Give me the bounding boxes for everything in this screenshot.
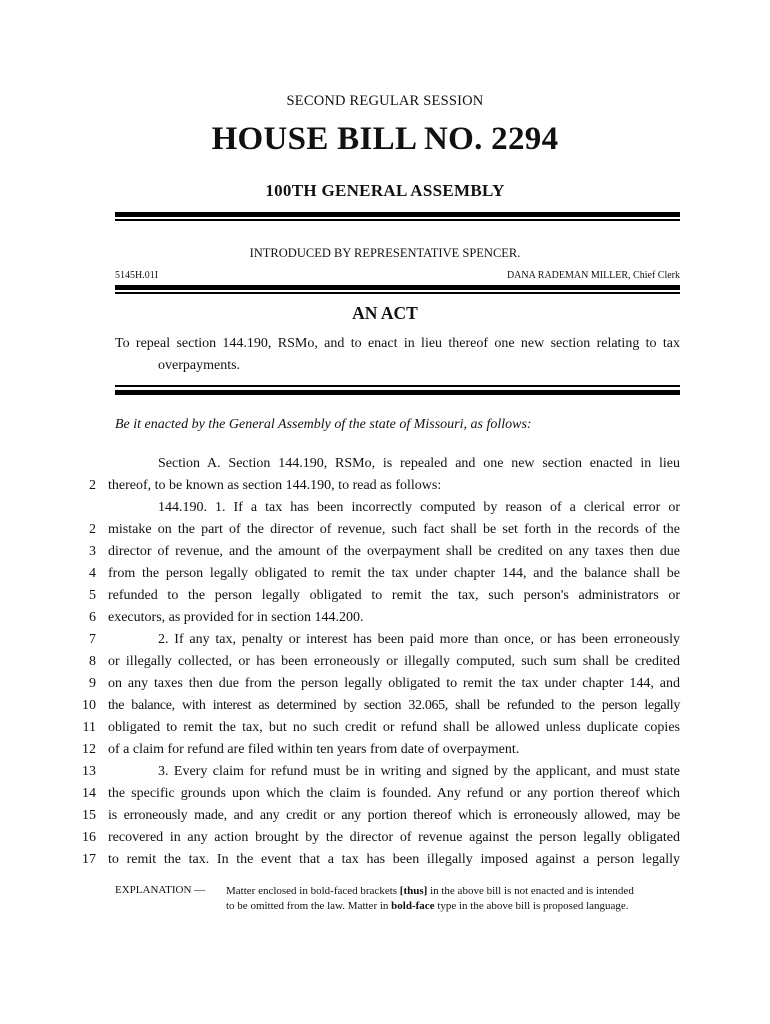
- bill-line: [0, 849, 770, 871]
- introduced-by: INTRODUCED BY REPRESENTATIVE SPENCER.: [249, 246, 521, 260]
- line-text: obligated to remit the tax, but no such credit or refund shall be allowed unless duplicate copies: [108, 720, 680, 735]
- line-text: recovered in any action brought by the director of revenue against the person legally obligated: [108, 830, 680, 845]
- line-text: mistake on the part of the director of revenue, such fact shall be set forth in the records of the: [108, 522, 680, 537]
- line-number: 2: [89, 478, 96, 493]
- explanation-bold-segment: bold-face: [391, 900, 435, 912]
- line-text: Section A. Section 144.190, RSMo, is repealed and one new section enacted in lieu: [158, 456, 680, 471]
- bill-line: [0, 673, 770, 695]
- divider-rule: [115, 212, 680, 217]
- line-number: 17: [82, 852, 96, 867]
- line-number: 9: [89, 676, 96, 691]
- bill-line: [0, 453, 770, 475]
- line-number: 10: [82, 698, 96, 713]
- explanation-label: EXPLANATION —: [115, 884, 206, 896]
- line-text: refunded to the person legally obligated to remit the tax, such person's administrators or: [108, 588, 680, 603]
- bill-line: [0, 651, 770, 673]
- session-label: SECOND REGULAR SESSION: [286, 93, 484, 109]
- bill-line: [0, 585, 770, 607]
- line-text: or illegally collected, or has been erroneously or illegally computed, such sum shall be credited: [108, 654, 680, 669]
- line-text: the specific grounds upon which the claim is founded. Any refund or any portion thereof which: [108, 786, 680, 801]
- bill-line: [0, 607, 770, 629]
- line-number: 4: [89, 566, 96, 581]
- line-number: 7: [89, 632, 96, 647]
- bill-line: [0, 805, 770, 827]
- explanation-text: [226, 884, 681, 914]
- explanation-segment: Matter enclosed in bold-faced brackets: [226, 885, 400, 897]
- line-number: 3: [89, 544, 96, 559]
- divider-rule: [115, 219, 680, 221]
- chief-clerk: DANA RADEMAN MILLER, Chief Clerk: [506, 270, 680, 281]
- explanation-bold-segment: [thus]: [399, 885, 428, 897]
- bill-line: [0, 541, 770, 563]
- explanation-segment: to be omitted from the law. Matter in: [226, 900, 392, 912]
- explanation-segment: type in the above bill is proposed language.: [434, 900, 629, 912]
- line-text: from the person legally obligated to remit the tax under chapter 144, and the balance shall be: [108, 566, 680, 581]
- act-title-line: To repeal section 144.190, RSMo, and to enact in lieu thereof one new section relating to tax: [115, 336, 680, 351]
- bill-body: [0, 453, 770, 871]
- bill-number: HOUSE BILL NO. 2294: [211, 121, 559, 157]
- line-number: 13: [82, 764, 96, 779]
- explanation-segment: in the above bill is not enacted and is intended: [427, 885, 634, 897]
- line-number: 2: [89, 522, 96, 537]
- line-text: director of revenue, and the amount of the overpayment shall be credited on any taxes then due: [108, 544, 680, 559]
- bill-line: [0, 629, 770, 651]
- act-heading: AN ACT: [352, 303, 418, 323]
- line-number: 14: [82, 786, 96, 801]
- line-text: of a claim for refund are filed within ten years from date of overpayment.: [108, 742, 520, 757]
- bill-line: [0, 827, 770, 849]
- line-number: 5: [89, 588, 96, 603]
- enacting-clause: Be it enacted by the General Assembly of the state of Missouri, as follows:: [115, 417, 532, 432]
- line-number: 8: [89, 654, 96, 669]
- line-text: 144.190. 1. If a tax has been incorrectly computed by reason of a clerical error or: [158, 500, 680, 515]
- line-text: executors, as provided for in section 144.200.: [108, 610, 364, 625]
- act-title-line: overpayments.: [158, 358, 241, 373]
- divider-rule: [115, 292, 680, 294]
- bill-line: [0, 717, 770, 739]
- general-assembly: 100TH GENERAL ASSEMBLY: [265, 181, 505, 200]
- line-text: on any taxes then due from the person legally obligated to remit the tax under chapter 144, and: [108, 676, 680, 691]
- bill-line: [0, 497, 770, 519]
- line-number: 12: [82, 742, 96, 757]
- divider-rule: [115, 285, 680, 290]
- line-number: 6: [89, 610, 96, 625]
- line-text: 3. Every claim for refund must be in writing and signed by the applicant, and must state: [158, 764, 680, 779]
- line-text: is erroneously made, and any credit or any portion thereof which is erroneously allowed, may be: [108, 808, 680, 823]
- bill-line: [0, 519, 770, 541]
- act-title: [115, 333, 680, 377]
- line-number: 16: [82, 830, 96, 845]
- line-text: 2. If any tax, penalty or interest has been paid more than once, or has been erroneously: [158, 632, 680, 647]
- line-text: the balance, with interest as determined by section 32.065, shall be refunded to the person legally: [108, 698, 680, 713]
- explanation-line: [226, 884, 681, 899]
- divider-rule: [115, 385, 680, 387]
- line-text: to remit the tax. In the event that a tax has been illegally imposed against a person legally: [108, 852, 680, 867]
- lr-number: 5145H.01I: [115, 270, 159, 281]
- bill-line: [0, 739, 770, 761]
- divider-rule: [115, 390, 680, 395]
- bill-line: [0, 563, 770, 585]
- bill-line: [0, 475, 770, 497]
- line-number: 15: [82, 808, 96, 823]
- bill-line: [0, 695, 770, 717]
- bill-line: [0, 783, 770, 805]
- explanation-line: [226, 899, 681, 914]
- bill-line: [0, 761, 770, 783]
- line-text: thereof, to be known as section 144.190, to read as follows:: [108, 478, 442, 493]
- line-number: 11: [82, 720, 96, 735]
